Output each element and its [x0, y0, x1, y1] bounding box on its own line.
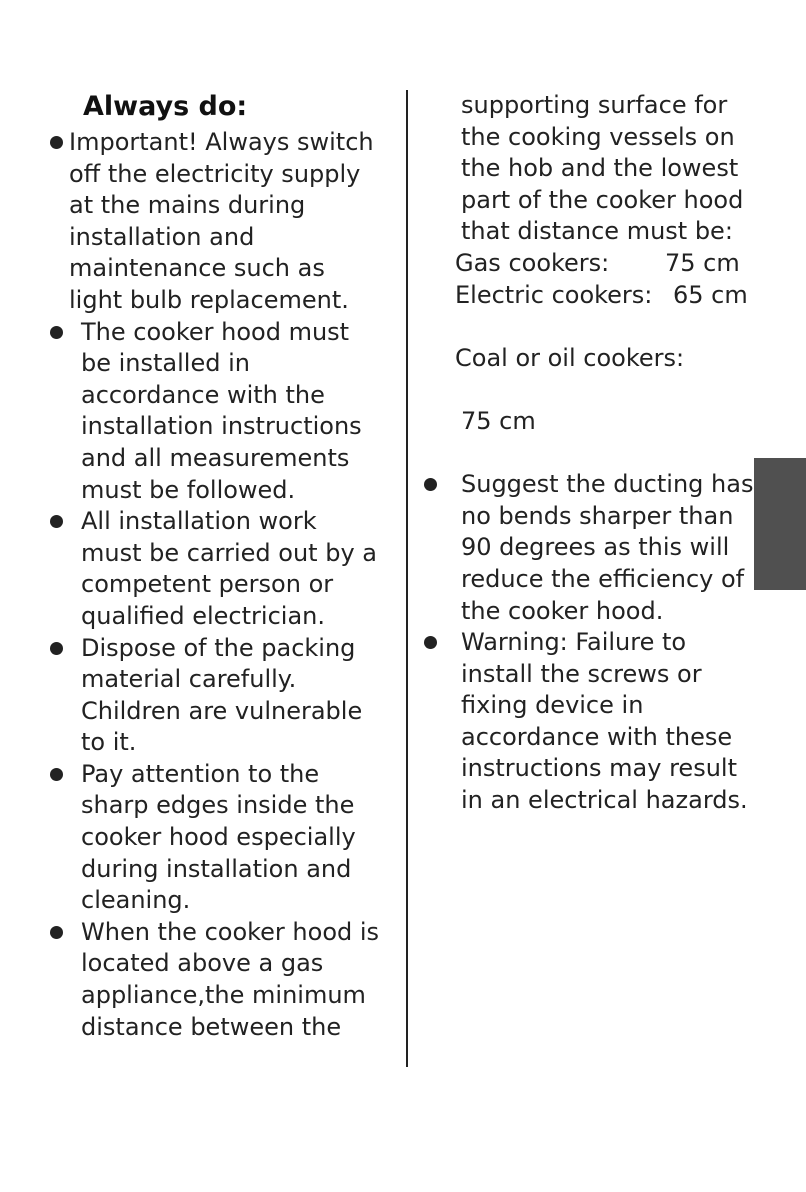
column-divider: [406, 90, 408, 1067]
list-item-text: Suggest the ducting has no bends sharper than 90 degrees as this will reduce the efficiency of the cooker hood.: [461, 470, 754, 625]
measurement-label: Gas cookers:: [455, 248, 610, 277]
left-column: [44, 127, 394, 1043]
bullet-icon: [424, 636, 437, 649]
measurement-row-electric: [418, 280, 764, 312]
list-item: [418, 469, 764, 627]
list-item-text: Warning: Failure to install the screws or fixing device in accordance with these instructions may result in an electrical hazards.: [461, 628, 748, 815]
measurement-row-gas: [418, 248, 764, 280]
bullet-icon: [50, 515, 63, 528]
list-item: [44, 506, 394, 632]
bullet-icon: [50, 768, 63, 781]
measurement-label: Electric cookers:: [455, 280, 653, 309]
measurement-row-coal: [418, 311, 764, 469]
list-item: [44, 317, 394, 507]
list-item-text: Pay attention to the sharp edges inside the cooker hood especially during installation and cleaning.: [81, 759, 356, 915]
list-item-text: Important! Always switch off the electricity supply at the mains during installation and maintenance such as light bulb replacement.: [69, 128, 374, 314]
section-heading: Always do:: [83, 91, 248, 122]
bullet-icon: [50, 926, 63, 939]
list-item-text: When the cooker hood is located above a gas appliance,the minimum distance between the: [81, 917, 380, 1041]
right-column: [418, 90, 764, 817]
measurement-label: Coal or oil cookers:: [455, 343, 685, 372]
bullet-icon: [50, 326, 63, 339]
list-item: [418, 627, 764, 817]
list-item: [44, 917, 394, 1043]
measurement-value: 65 cm: [673, 280, 748, 309]
list-item: [44, 633, 394, 759]
list-item: [44, 127, 394, 317]
list-item: [44, 759, 394, 917]
bullet-icon: [424, 478, 437, 491]
measurement-value: 75 cm: [461, 406, 536, 435]
list-item-text: Dispose of the packing material carefully. Children are vulnerable to it.: [81, 633, 363, 757]
measurement-value: 75 cm: [665, 248, 740, 277]
list-item-text: The cooker hood must be installed in accordance with the installation instructions and all measurements must be followed.: [81, 317, 362, 504]
bullet-icon: [50, 642, 63, 655]
bullet-icon: [50, 136, 63, 149]
continued-text: supporting surface for the cooking vessels on the hob and the lowest part of the cooker hood that distance must be:: [461, 91, 744, 246]
list-item-text: All installation work must be carried out by a competent person or qualified electrician.: [81, 507, 377, 630]
